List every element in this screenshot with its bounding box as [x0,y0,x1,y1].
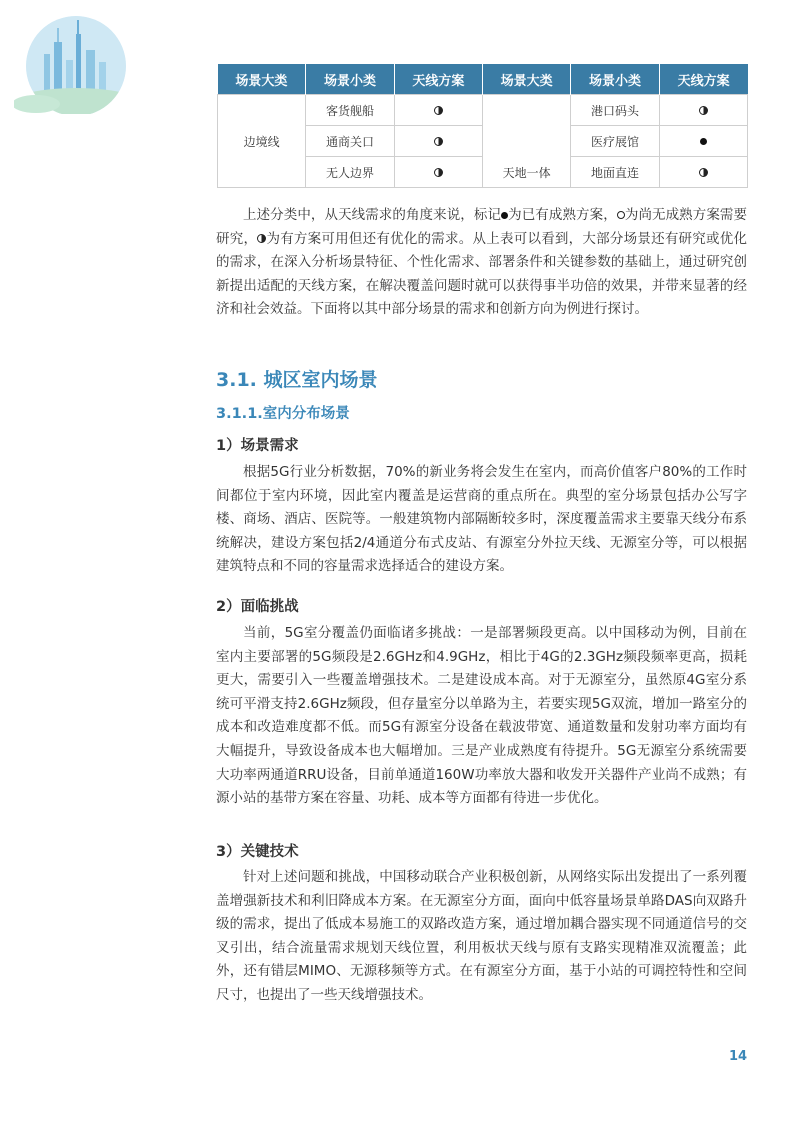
table-header: 场景大类 [218,64,306,95]
table-cell: 港口码头 [571,95,659,126]
table-cell-mark [659,95,747,126]
half-filled-circle-icon [434,168,443,177]
intro-text-4: 为有方案可用但还有优化的需求。从上表可以看到，大部分场景还有研究或优化的需求，在深入分析场景特征、个性化需求、部署条件和关键参数的基础上，通过研究创新提出适配的天线方案，在解决覆盖问题时就可以获得事半功倍的效果，并带来显著的经济和社会效益。下面将以其中部分场景的需求和创新方向为例进行探讨。 [216,230,748,318]
needs-heading: 1）场景需求 [216,438,299,454]
table-cell: 通商关口 [306,126,394,157]
half-filled-circle-icon [257,234,266,243]
table-cell-mark [394,95,482,126]
half-filled-circle-icon [699,168,708,177]
challenges-heading: 2）面临挑战 [216,599,299,615]
section-title: 3.1. 城区室内场景 [216,369,378,391]
empty-circle-icon [617,211,625,219]
key-tech-paragraph: 针对上述问题和挑战，中国移动联合产业积极创新，从网络实际出发提出了一系列覆盖增强新技术和利旧降成本方案。在无源室分方面，面向中低容量场景单路DAS向双路升级的需求，提出了低成本易施工的双路改造方案，通过增加耦合器实现不同通道信号的交叉引出，结合流量需求规划天线位置，利用板状天线与原有支路实现精准双流覆盖；此外，还有错层MIMO、无源移频等方式。在有源室分方面，基于小站的可调控特性和空间尺寸，也提出了一些天线增强技术。 [216,869,747,1003]
intro-text-1: 上述分类中，从天线需求的角度来说，标记 [243,207,502,223]
table-cell-mark [394,126,482,157]
subsection-title: 3.1.1.室内分布场景 [216,406,350,422]
table-cell: 无人边界 [306,157,394,188]
table-cell-mark [659,126,747,157]
page-number: 14 [729,1049,748,1064]
filled-circle-icon [501,212,508,219]
table-header: 天线方案 [659,64,747,95]
scene-antenna-table [217,64,748,188]
table-header-row [218,64,748,95]
header-emblem-illustration [14,14,128,114]
table-cell-mark [659,157,747,188]
filled-circle-icon [700,138,707,145]
half-filled-circle-icon [434,106,443,115]
half-filled-circle-icon [434,137,443,146]
intro-text-2: 为已有成熟方案， [508,207,617,223]
table-cell: 医疗展馆 [571,126,659,157]
table-header: 场景大类 [482,64,570,95]
challenges-paragraph: 当前，5G室分覆盖仍面临诸多挑战：一是部署频段更高。以中国移动为例，目前在室内主要部署的5G频段是2.6GHz和4.9GHz，相比于4G的2.3GHz频段频率更高，损耗更大，需要引入一些覆盖增强技术。二是建设成本高。对于无源室分，虽然原4G室分系统可平滑支持2.6GHz频段，但存量室分以单路为主，若要实现5G双流，增加一路室分的成本和改造难度都不低。而5G有源室分设备在载波带宽、通道数量和发射功率方面均有大幅提升，导致设备成本也大幅增加。三是产业成熟度有待提升。5G无源室分系统需要大功率两通道RRU设备，目前单通道160W功率放大器和收发开关器件产业尚不成熟；有源小站的基带方案在容量、功耗、成本等方面都有待进一步优化。 [216,625,747,807]
table-cell-mark [394,157,482,188]
intro-paragraph [216,204,747,322]
table-header: 天线方案 [394,64,482,95]
table-row [218,95,748,126]
table-cell: 客货舰船 [306,95,394,126]
table-header: 场景小类 [571,64,659,95]
table-cell-right-category: 天地一体 [482,95,570,188]
needs-paragraph: 根据5G行业分析数据，70%的新业务将会发生在室内，而高价值客户80%的工作时间都位于室内环境，因此室内覆盖是运营商的重点所在。典型的室分场景包括办公写字楼、商场、酒店、医院等。一般建筑物内部隔断较多时，深度覆盖需求主要靠天线分布系统解决，建设方案包括2/4通道分布式皮站、有源室分外拉天线、无源室分等，可以根据建筑特点和不同的容量需求选择适合的建设方案。 [216,464,747,575]
table-header: 场景小类 [306,64,394,95]
table-cell-left-category: 边境线 [218,95,306,188]
half-filled-circle-icon [699,106,708,115]
intro-text-3: 为尚无成熟方案需要研究， [216,207,748,247]
key-tech-heading: 3）关键技术 [216,844,299,860]
table-cell: 地面直连 [571,157,659,188]
